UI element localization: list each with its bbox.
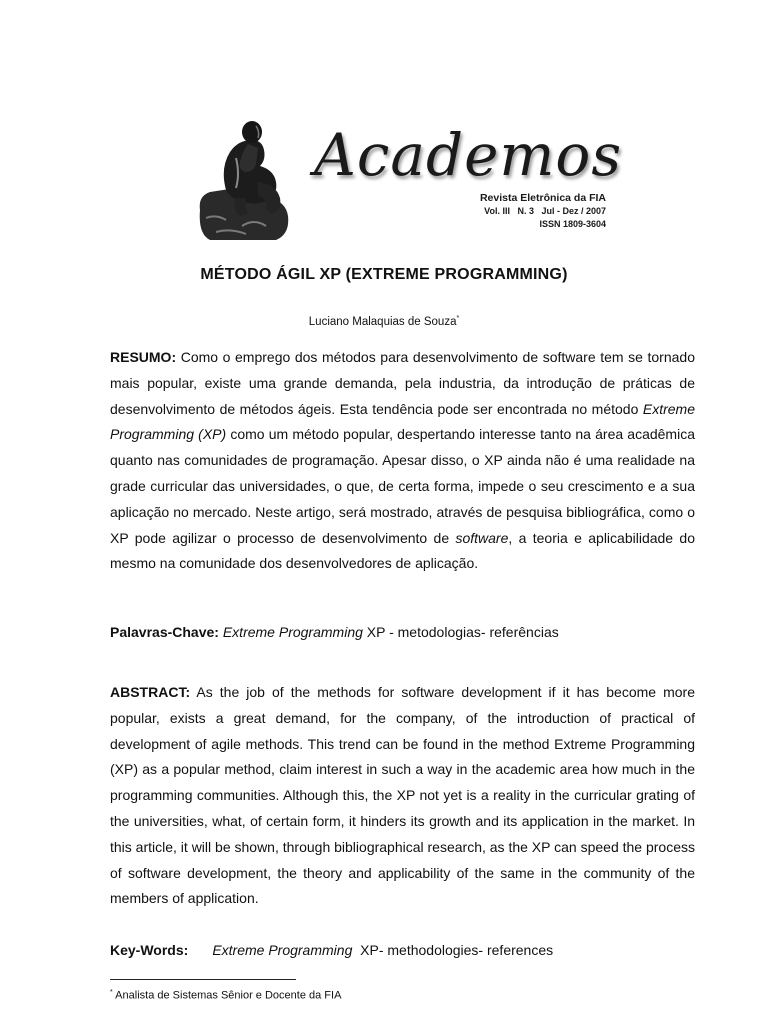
abstract-paragraph bbox=[110, 680, 695, 912]
palavras-chave-label: Palavras-Chave: bbox=[110, 624, 219, 640]
resumo-text-1: Como o emprego dos métodos para desenvolvimento de software tem se tornado mais popular, existe uma grande demanda, pela industria, da introdução de práticas de desenvolvimento de métodos ágeis. Esta tendência pode ser encontrada no método bbox=[110, 349, 695, 417]
footnote bbox=[110, 985, 341, 1004]
footnote-mark: * bbox=[110, 989, 113, 996]
thinker-statue-image bbox=[196, 118, 304, 242]
footnote-text: Analista de Sistemas Sênior e Docente da FIA bbox=[112, 989, 342, 1002]
palavras-chave-line bbox=[110, 620, 710, 644]
key-words-line bbox=[110, 938, 710, 962]
key-words-italic: Extreme Programming bbox=[212, 942, 353, 958]
article-author bbox=[0, 310, 768, 331]
journal-banner bbox=[196, 118, 622, 242]
journal-volume: Vol. III N. 3 Jul - Dez / 2007 bbox=[484, 206, 606, 216]
article-title: MÉTODO ÁGIL XP (EXTREME PROGRAMMING) bbox=[200, 266, 568, 283]
footnote-divider bbox=[110, 979, 296, 980]
journal-name: Revista Eletrônica da FIA bbox=[479, 192, 606, 204]
resumo-label: RESUMO: bbox=[110, 349, 177, 365]
resumo-text-2: como um método popular, despertando interesse tanto na área acadêmica quanto nas comunidades de programação. Apesar disso, o XP ainda não é uma realidade na grade curricular das universidades, o que, de certa forma, impede o seu crescimento e a sua aplicação no mercado. Neste artigo, será mostrado, através de pesquisa bibliográfica, como o XP pode agilizar o processo de desenvolvimento de bbox=[110, 426, 695, 546]
key-words-label: Key-Words: bbox=[110, 942, 189, 958]
palavras-chave-italic: Extreme Programming bbox=[222, 624, 363, 640]
key-words-rest: XP- methodologies- references bbox=[352, 942, 554, 958]
resumo-text-3: , a teoria e aplicabilidade do mesmo na comunidade dos desenvolvedores de aplicação. bbox=[110, 529, 695, 572]
journal-issn: ISSN 1809-3604 bbox=[539, 219, 606, 229]
palavras-chave-rest: XP - metodologias- referências bbox=[362, 624, 559, 640]
author-name: Luciano Malaquias de Souza bbox=[308, 315, 457, 328]
resumo-italic-xp: Extreme Programming (XP) bbox=[110, 400, 695, 443]
resumo-italic-software: software bbox=[455, 529, 509, 546]
resumo-paragraph bbox=[110, 345, 695, 577]
journal-logo-text: Academos bbox=[314, 121, 623, 189]
abstract-label: ABSTRACT: bbox=[110, 684, 191, 700]
author-footnote-mark: * bbox=[456, 315, 460, 322]
journal-info bbox=[480, 192, 606, 231]
abstract-text: As the job of the methods for software development if it has become more popular, exists a great demand, for the company, of the introduction of practical of development of agile methods. This trend can be found in the method Extreme Programming (XP) as a popular method, claim interest in such a way in the academic area how much in the programming communities. Although this, the XP not yet is a reality in the curricular grating of the universities, what, of certain form, it hinders its growth and its application in the market. In this article, it will be shown, through bibliographical research, as the XP can speed the process of software development, the theory and applicability of the same in the community of the members of application. bbox=[110, 684, 695, 907]
